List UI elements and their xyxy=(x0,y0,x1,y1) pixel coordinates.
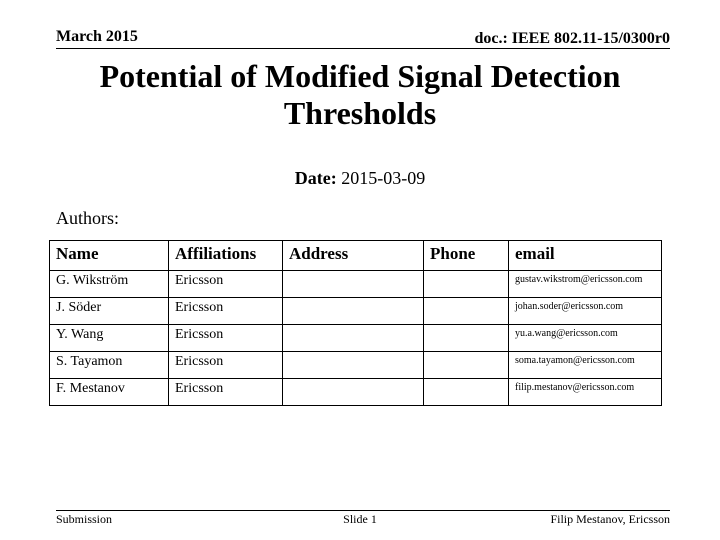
column-header-name: Name xyxy=(50,241,169,271)
author-affiliation: Ericsson xyxy=(169,325,283,352)
author-phone xyxy=(424,352,509,379)
author-email: johan.soder@ericsson.com xyxy=(509,298,662,325)
column-header-email: email xyxy=(509,241,662,271)
table-header-row xyxy=(50,241,662,271)
author-name: F. Mestanov xyxy=(50,379,169,406)
author-address xyxy=(283,352,424,379)
author-email: gustav.wikstrom@ericsson.com xyxy=(509,271,662,298)
author-phone xyxy=(424,379,509,406)
author-name: S. Tayamon xyxy=(50,352,169,379)
author-affiliation: Ericsson xyxy=(169,379,283,406)
column-header-phone: Phone xyxy=(424,241,509,271)
author-phone xyxy=(424,325,509,352)
author-address xyxy=(283,325,424,352)
author-name: Y. Wang xyxy=(50,325,169,352)
author-affiliation: Ericsson xyxy=(169,298,283,325)
header-date: March 2015 xyxy=(56,28,138,45)
table-row xyxy=(50,325,662,352)
author-email: filip.mestanov@ericsson.com xyxy=(509,379,662,406)
footer-submission: Submission xyxy=(56,512,113,526)
table-row xyxy=(50,352,662,379)
author-affiliation: Ericsson xyxy=(169,271,283,298)
author-name: J. Söder xyxy=(50,298,169,325)
authors-table xyxy=(49,240,662,406)
author-phone xyxy=(424,271,509,298)
author-email: soma.tayamon@ericsson.com xyxy=(509,352,662,379)
footer-slide-number: Slide 1 xyxy=(343,512,377,526)
column-header-address: Address xyxy=(283,241,424,271)
author-address xyxy=(283,271,424,298)
header-divider xyxy=(56,48,670,49)
author-affiliation: Ericsson xyxy=(169,352,283,379)
header-doc-id: doc.: IEEE 802.11-15/0300r0 xyxy=(474,30,670,47)
date-label: Date: xyxy=(294,168,337,188)
footer-author: Filip Mestanov, Ericsson xyxy=(550,512,670,526)
author-address xyxy=(283,298,424,325)
author-address xyxy=(283,379,424,406)
footer-divider xyxy=(56,510,670,511)
author-name: G. Wikström xyxy=(50,271,169,298)
column-header-affiliations: Affiliations xyxy=(169,241,283,271)
date-line xyxy=(0,168,720,189)
author-email: yu.a.wang@ericsson.com xyxy=(509,325,662,352)
date-value: 2015-03-09 xyxy=(341,168,426,188)
author-phone xyxy=(424,298,509,325)
slide-title: Potential of Modified Signal Detection Thresholds xyxy=(99,58,621,131)
table-row xyxy=(50,271,662,298)
authors-label: Authors: xyxy=(56,208,119,228)
table-row xyxy=(50,298,662,325)
table-row xyxy=(50,379,662,406)
